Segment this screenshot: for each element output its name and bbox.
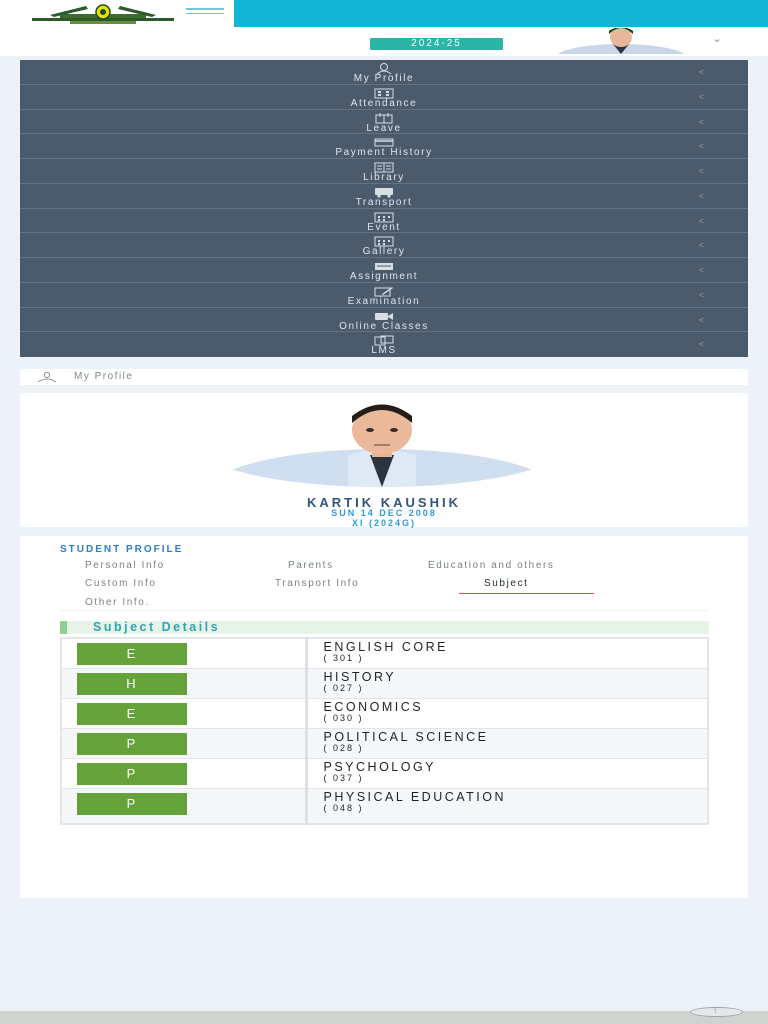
breadcrumb-label: My Profile xyxy=(74,371,134,382)
nav-item-assignment[interactable] xyxy=(20,258,748,283)
chevron-left-icon: < xyxy=(698,289,704,300)
chevron-left-icon: < xyxy=(698,339,704,350)
subject-name: PHYSICAL EDUCATION xyxy=(323,789,507,804)
nav-item-payment-history[interactable] xyxy=(20,134,748,159)
chevron-left-icon: < xyxy=(698,314,704,325)
nav-item-lms[interactable] xyxy=(20,332,748,357)
grade-badge: E xyxy=(77,643,187,665)
chevron-left-icon: < xyxy=(698,215,704,226)
main-nav xyxy=(20,60,748,357)
nav-item-gallery[interactable] xyxy=(20,233,748,258)
nav-item-online-classes[interactable] xyxy=(20,308,748,333)
tab-transport-info[interactable]: Transport Info xyxy=(275,578,360,589)
student-profile-panel xyxy=(20,536,748,898)
subject-code: ( 028 ) xyxy=(323,742,364,753)
chevron-left-icon: < xyxy=(698,240,704,251)
subject-details-title: Subject Details xyxy=(93,620,221,634)
tab-education-and-others[interactable]: Education and others xyxy=(428,560,555,571)
panel-title: STUDENT PROFILE xyxy=(60,544,184,555)
student-class: XI (2024G) xyxy=(351,518,417,528)
session-badge[interactable]: 2024-25 xyxy=(370,38,503,50)
nav-item-event[interactable] xyxy=(20,209,748,234)
tab-parents[interactable]: Parents xyxy=(288,560,334,571)
nav-item-leave[interactable] xyxy=(20,110,748,135)
arrow-up-icon: ↑ xyxy=(713,1006,717,1015)
top-header xyxy=(0,0,768,56)
student-dob: SUN 14 DEC 2008 xyxy=(331,508,437,518)
subject-code: ( 301 ) xyxy=(323,653,364,663)
active-tab-indicator xyxy=(459,593,594,594)
header-bar xyxy=(234,0,768,27)
menu-toggle-button[interactable] xyxy=(186,8,224,20)
subject-details-header xyxy=(60,621,709,634)
grade-badge: E xyxy=(77,703,187,725)
table-row xyxy=(61,638,708,668)
hamburger-icon xyxy=(186,8,224,10)
nav-label: Library xyxy=(363,172,405,183)
chevron-left-icon: < xyxy=(698,116,704,127)
grade-badge: P xyxy=(77,763,187,785)
table-row xyxy=(61,668,708,698)
chevron-left-icon: < xyxy=(698,166,704,176)
nav-label: Event xyxy=(367,221,401,233)
tab-subject[interactable]: Subject xyxy=(484,578,529,589)
nav-item-attendance[interactable] xyxy=(20,85,748,110)
chevron-left-icon: < xyxy=(698,265,704,275)
nav-label: Examination xyxy=(347,295,421,307)
nav-label: My Profile xyxy=(353,73,415,84)
nav-item-examination[interactable] xyxy=(20,283,748,308)
subject-name: PSYCHOLOGY xyxy=(323,759,437,774)
nav-item-library[interactable] xyxy=(20,159,748,184)
footer xyxy=(0,1011,768,1024)
subject-name: ECONOMICS xyxy=(323,699,424,714)
table-row xyxy=(61,728,708,758)
grade-badge: P xyxy=(77,793,187,815)
table-row xyxy=(61,758,708,788)
tab-custom-info[interactable]: Custom Info xyxy=(85,578,157,589)
subject-code: ( 048 ) xyxy=(323,802,364,813)
chevron-down-icon[interactable]: ⌄ xyxy=(712,33,722,45)
breadcrumb xyxy=(20,369,748,385)
chevron-left-icon: < xyxy=(698,141,704,152)
table-row xyxy=(61,698,708,728)
profile-photo xyxy=(198,403,566,487)
student-name: KARTIK KAUSHIK xyxy=(307,495,461,510)
subject-code: ( 037 ) xyxy=(323,772,364,783)
profile-card xyxy=(20,393,748,527)
subject-name: HISTORY xyxy=(323,669,397,684)
nav-item-transport[interactable] xyxy=(20,184,748,209)
school-logo xyxy=(30,3,176,25)
tab-other-info[interactable]: Other Info. xyxy=(85,597,150,608)
chevron-left-icon: < xyxy=(698,190,704,201)
nav-label: Online Classes xyxy=(339,320,429,332)
nav-label: Payment History xyxy=(335,147,433,159)
tab-personal-info[interactable]: Personal Info xyxy=(85,560,165,571)
subject-name: ENGLISH CORE xyxy=(323,640,448,654)
nav-item-my-profile[interactable] xyxy=(20,60,748,85)
subject-table xyxy=(60,637,709,825)
divider xyxy=(60,610,708,611)
user-icon xyxy=(34,372,60,382)
grade-badge: H xyxy=(77,673,187,695)
chevron-left-icon: < xyxy=(698,67,704,77)
nav-label: Transport xyxy=(355,196,413,208)
grade-badge: P xyxy=(77,733,187,755)
table-row xyxy=(61,788,708,824)
nav-label: Assignment xyxy=(349,271,419,282)
nav-label: LMS xyxy=(371,345,397,357)
nav-label: Attendance xyxy=(350,97,418,109)
subject-code: ( 027 ) xyxy=(323,682,364,693)
subject-code: ( 030 ) xyxy=(323,712,364,723)
avatar[interactable] xyxy=(555,28,688,54)
nav-label: Gallery xyxy=(362,246,406,258)
chevron-left-icon: < xyxy=(698,91,704,102)
subject-name: POLITICAL SCIENCE xyxy=(323,729,489,744)
scroll-to-top-button[interactable] xyxy=(690,1007,743,1017)
nav-label: Leave xyxy=(366,122,402,134)
